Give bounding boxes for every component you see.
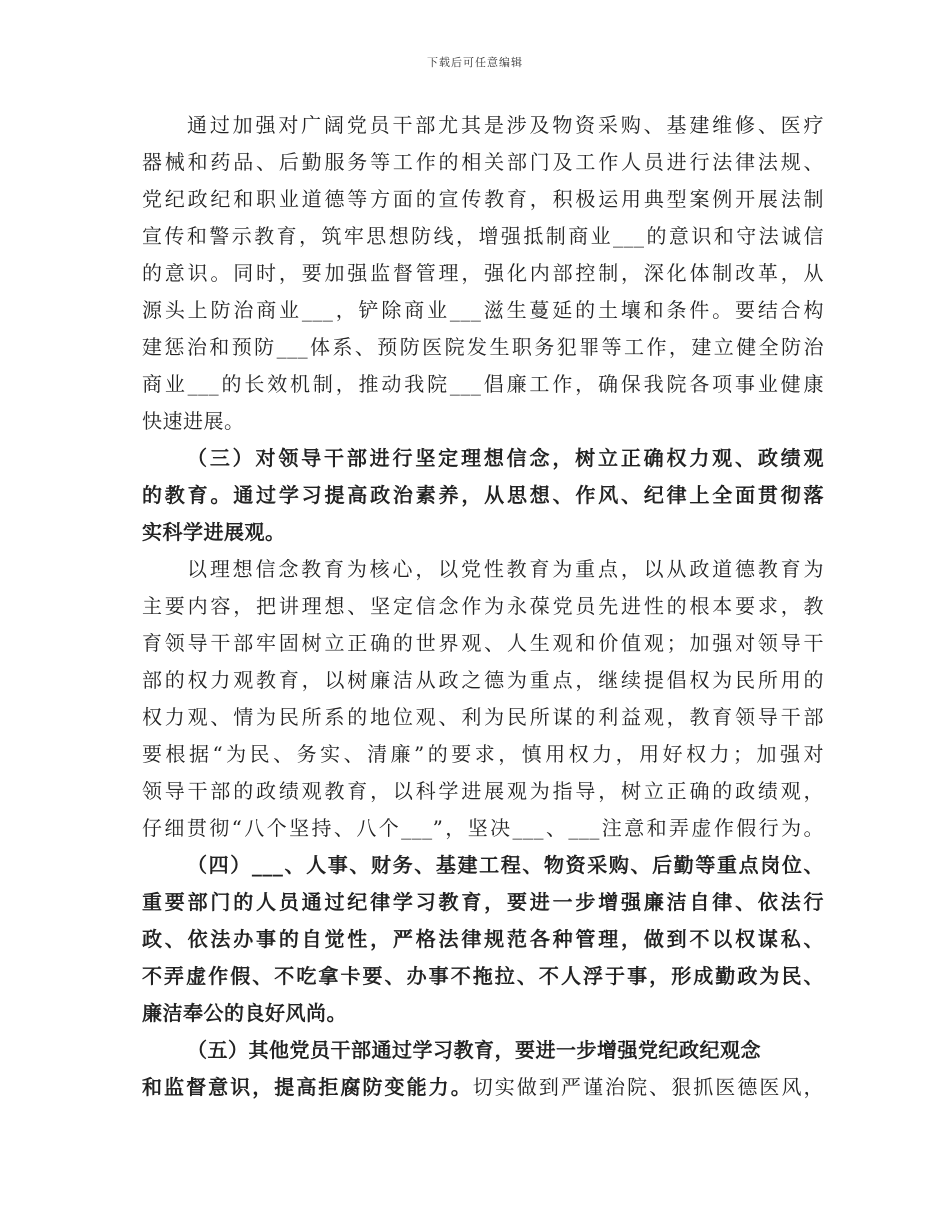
heading-line: 政、依法办事的自觉性，严格法律规范各种管理，做到不以权谋私、 [142, 927, 824, 951]
heading-line: 的教育。通过学习提高政治素养，从思想、作风、纪律上全面贯彻落 [142, 483, 824, 507]
heading-line: 实科学进展观。 [142, 520, 286, 544]
text-line: 党纪政纪和职业道德等方面的宣传教育，积极运用典型案例开展法制 [142, 187, 824, 211]
text-line: 部的权力观教育，以树廉洁从政之德为重点，继续提倡权为民所用的 [142, 668, 824, 692]
text-line: 领导干部的政绩观教育，以科学进展观为指导，树立正确的政绩观， [142, 779, 824, 803]
text-line: 主要内容，把讲理想、坚定信念作为永葆党员先进性的根本要求，教 [142, 594, 824, 618]
text-line: 建惩治和预防___体系、预防医院发生职务犯罪等工作，建立健全防治 [142, 335, 824, 359]
text-line: 宣传和警示教育，筑牢思想防线，增强抵制商业___的意识和守法诚信 [142, 224, 824, 248]
text-line: 商业___的长效机制，推动我院___倡廉工作，确保我院各项事业健康 [142, 372, 824, 396]
mixed-line [142, 1069, 824, 1106]
text-line: 以理想信念教育为核心，以党性教育为重点，以从政道德教育为 [187, 557, 824, 581]
text-line: 的意识。同时，要加强监督管理，强化内部控制，深化体制改革，从 [142, 261, 824, 285]
bold-span: （五）其他党员干部通过学习教育，要进一步增强党纪政纪观念 [187, 1038, 761, 1062]
text-line: 器械和药品、后勤服务等工作的相关部门及工作人员进行法律法规、 [142, 150, 824, 174]
normal-span: 切实做到严谨治院、狠抓医德医风， [472, 1075, 824, 1099]
mixed-line [142, 1032, 824, 1069]
heading-line: （三）对领导干部进行坚定理想信念，树立正确权力观、政绩观 [187, 446, 824, 470]
paragraph-3 [142, 551, 824, 847]
page-header: 下载后可任意编辑 [427, 56, 523, 69]
heading-line: （四）___、人事、财务、基建工程、物资采购、后勤等重点岗位、 [187, 853, 824, 877]
paragraph-1 [142, 107, 824, 440]
heading-line: 不弄虚作假、不吃拿卡要、办事不拖拉、不人浮于事，形成勤政为民、 [142, 964, 824, 988]
bold-span: 和监督意识，提高拒腐防变能力。 [142, 1075, 473, 1099]
text-line: 源头上防治商业___，铲除商业___滋生蔓延的土壤和条件。要结合构 [142, 298, 824, 322]
text-line: 育领导干部牢固树立正确的世界观、人生观和价值观；加强对领导干 [142, 631, 824, 655]
section-heading-3 [142, 440, 824, 551]
text-line: 快速进展。 [142, 409, 245, 433]
text-line: 权力观、情为民所系的地位观、利为民所谋的利益观，教育领导干部 [142, 705, 824, 729]
section-heading-4 [142, 847, 824, 1032]
section-heading-5 [142, 1032, 824, 1106]
heading-line: 重要部门的人员通过纪律学习教育，要进一步增强廉洁自律、依法行 [142, 890, 824, 914]
text-line: 要根据“为民、务实、清廉”的要求，慎用权力，用好权力；加强对 [142, 742, 824, 766]
heading-line: 廉洁奉公的良好风尚。 [142, 1001, 347, 1025]
document-body [142, 107, 824, 1106]
text-line: 仔细贯彻“八个坚持、八个___”，坚决___、___注意和弄虚作假行为。 [142, 816, 824, 840]
text-line: 通过加强对广阔党员干部尤其是涉及物资采购、基建维修、医疗 [187, 113, 824, 137]
